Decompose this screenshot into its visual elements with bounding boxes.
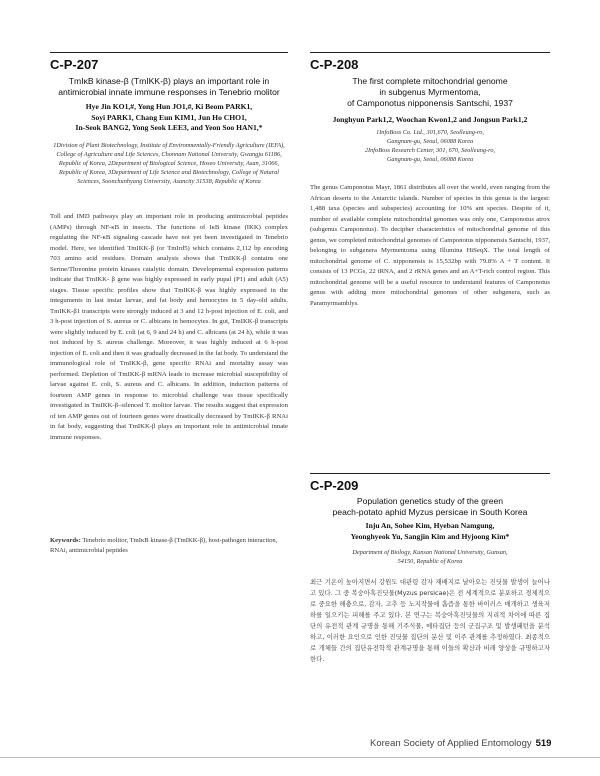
cp207-id: C-P-207 — [50, 57, 99, 72]
cp209-id: C-P-209 — [310, 478, 359, 493]
cp208-affil-line4: Gangnam-gu, Seoul, 06088 Korea — [386, 156, 474, 163]
cp208-top-rule — [310, 52, 550, 53]
cp208-title — [310, 76, 550, 109]
cp207-abstract: Toll and IMD pathways play an important role in producing antimicrobial peptides (AMPs) through NF-κB in insects. The functions of IκB kinase (IKK) complex regulating the NF-κB signaling cascade have not yet been investigated in Tenebrio model. Here, we identified TmIKK-β (or TmIrd5) which contains 2,112 bp encoding 703 amino acid residues. Domain analysis shows that TmIKK-β contains one Serine/Threonine protein kinases catalytic domain. Developmental expression patterns indicate that TmIKK- β gene was highly expressed in early pupal (P1) and adult (A5) stages. Tissue specific profiles show that TmIKK-β was highly expressed in the integuments in last instar larvae, and fat body and hemocytes in 5 day-old adults. TmIKK-β1 transcripts were strongly induced at 3 and 12 h-post injection of E. coli, and 3 h-post injection of S. aureus or C. albicans in hemocytes. In gut, TmIKK-β transcripts were slightly induced by E. coli (at 6, 9 and 24 h) and C. albicans (at 24 h), while it was not induced by S. aureus challenge. Moreover, it was highly induced at 6 h-post injection of E. coli and then it was gradually decreased in the fat body. To understand the immunological role of TmIKK-β, gene specific RNAi and mortality assay was performed. Depletion of TmIKK-β mRNA leads to increase microbial susceptibility of larvae against E. coli, S. aureus and C. albicans. In addition, induction patterns of fourteen AMP genes in response to microbial challenge was tissue specifically investigated in TmIKK-β–silenced T. molitor larvae. The results suggest that expression of ten AMP genes out of fourteen genes were drastically decreased by TmIKK-β RNAi in fat body, suggesting that TmIKK-β plays an important role in antimicrobial innate immune responses. — [50, 213, 288, 441]
cp207-keywords — [50, 536, 288, 556]
cp209-title-line1: Population genetics study of the green — [356, 496, 504, 506]
cp207-authors-line3: In-Seok BANG2, Yong Seok LEE3, and Yeon Soo HAN1,* — [75, 123, 263, 132]
footer-society: Korean Society of Applied Entomology — [370, 738, 532, 749]
cp207-keywords-label: Keywords: — [50, 537, 81, 544]
cp209-affil-line1: Department of Biology, Kunsan National University, Gunsan, — [352, 549, 508, 556]
cp207-authors-line1: Hye Jin KO1,#, Yong Hun JO1,#, Ki Beom PARK1, — [85, 102, 253, 111]
cp207-top-rule — [50, 52, 288, 53]
cp207-affiliations: 1Division of Plant Biotechnology, Institute of Environmentally-Friendly Agriculture (IEFA), College of Agriculture and Life Sciences, Chonnam National University, Gwangju 61186, Republic of Korea, 2Department of Biological Science, Hoseo University, Asan, 31066, Republic of Korea, 3Department of Life Science and Biotechnology, College of Natural Sciences, Soonchunhyang University, Asancity 31538, Republic of Korea — [53, 142, 285, 185]
cp209-title-line2: peach-potato aphid Myzus persicae in South Korea — [332, 507, 528, 517]
cp207-authors — [50, 102, 288, 134]
cp209-authors-line1: Inju An, Sohee Kim, Hyeban Namgung, — [365, 521, 495, 530]
cp209-authors — [310, 521, 550, 542]
cp208-affil-line3: 2InfoBoss Research Center, 301, 670, Seolleung-ro, — [364, 147, 496, 154]
cp207-title-line1: TmIκB kinase-β (TmIKK-β) plays an important role in — [68, 76, 270, 86]
cp209-authors-line2: Yeonghyeok Yu, Sangjin Kim and Hyjoong Kim* — [350, 531, 510, 541]
cp208-title-line2: in subgenus Myrmentoma, — [379, 87, 481, 97]
cp207-authors-line2: Soyi PARK1, Chang Eun KIM1, Jun Ho CHO1, — [91, 112, 247, 122]
cp209-affiliations — [310, 548, 550, 566]
cp207-title — [50, 76, 288, 98]
cp207-title-line2: antimicrobial innate immune responses in Tenebrio molitor — [58, 87, 280, 97]
cp208-affil-line2: Gangnam-gu, Seoul, 06088 Korea — [386, 138, 474, 145]
cp208-id: C-P-208 — [310, 57, 359, 72]
cp208-affiliations — [310, 128, 550, 164]
footer-rule — [0, 757, 600, 758]
cp209-title — [310, 496, 550, 518]
cp208-abstract: The genus Camponotus Mayr, 1861 distributes all over the world, even ranging from the African deserts to the Antarctic islands. Number of species in this genus is the largest: 1,488 taxa (species and subspecies) accounting for 10% ant species. Despite of it, number of available complete mitochondrial genomes was only one, Camponotus atrox (subgenus Camponotus). To decipher characteristics of mitochondrial genome of this genus, we completed mitochondrial genomes of Camponotus nipponensis Santschi, 1937, belonging to subgenera Myrmentoma using Illumina HiSeqX. The total length of mitochondrial genome of C. nipponensis is 15,532bp with 79.8% A + T content. It consists of 13 PCGs, 22 tRNA, and 2 rRNA genes and an A+T-rich control region. This mitochondrial genome will be a useful resource to understand features of Camponotus genus with adding more mitochondrial genomes of other subgenera, such as Paramyrmamblys. — [310, 184, 550, 307]
cp209-affil-line2: 54150, Republic of Korea — [397, 558, 463, 565]
cp207-keywords-text: Tenebrio molitor, TmIκB kinase-β (TmIKK-β), host-pathogen interaction, RNAi, antimicrobial peptides — [50, 537, 278, 554]
cp209-abstract: 최근 기온이 높아지면서 강원도 대관령 감자 재배지로 날아오는 진딧물 발생이 늘어나고 있다. 그 중 복숭아혹진딧물(Myzus persicae)은 전 세계적으로 분포하고 경제적으로 중요한 해충으로, 감자, 고추 등 노지작물에 흡즙을 통한 바이러스 매개하고 생육저하를 일으키는 피해를 주고 있다. 본 연구는 복숭아혹진딧물의 지리적 차이에 따른 집단의 유전적 관계 규명을 통해 기주식물, 메타집단 등의 군집구조 및 발생패턴을 분석하고, 이러한 요인으로 인한 진딧물 집단의 분산 및 이주 관계를 추정하였다. 최종적으로 개체들 간의 집단유전학적 관계규명을 통해 이들의 확산과 비래 양상을 규명하고자 한다. — [310, 578, 550, 663]
cp208-authors: Jonghyun Park1,2, Woochan Kwon1,2 and Jongsun Park1,2 — [332, 115, 528, 124]
cp209-top-rule — [310, 473, 550, 474]
cp208-title-line3: of Camponotus nipponensis Santschi, 1937 — [347, 98, 513, 108]
cp208-title-line1: The first complete mitochondrial genome — [352, 76, 508, 86]
page-footer — [370, 738, 551, 749]
cp208-affil-line1: 1InfoBoss Co. Ltd., 301,670, Seolleung-ro, — [376, 129, 484, 136]
page-number: 519 — [535, 738, 552, 749]
